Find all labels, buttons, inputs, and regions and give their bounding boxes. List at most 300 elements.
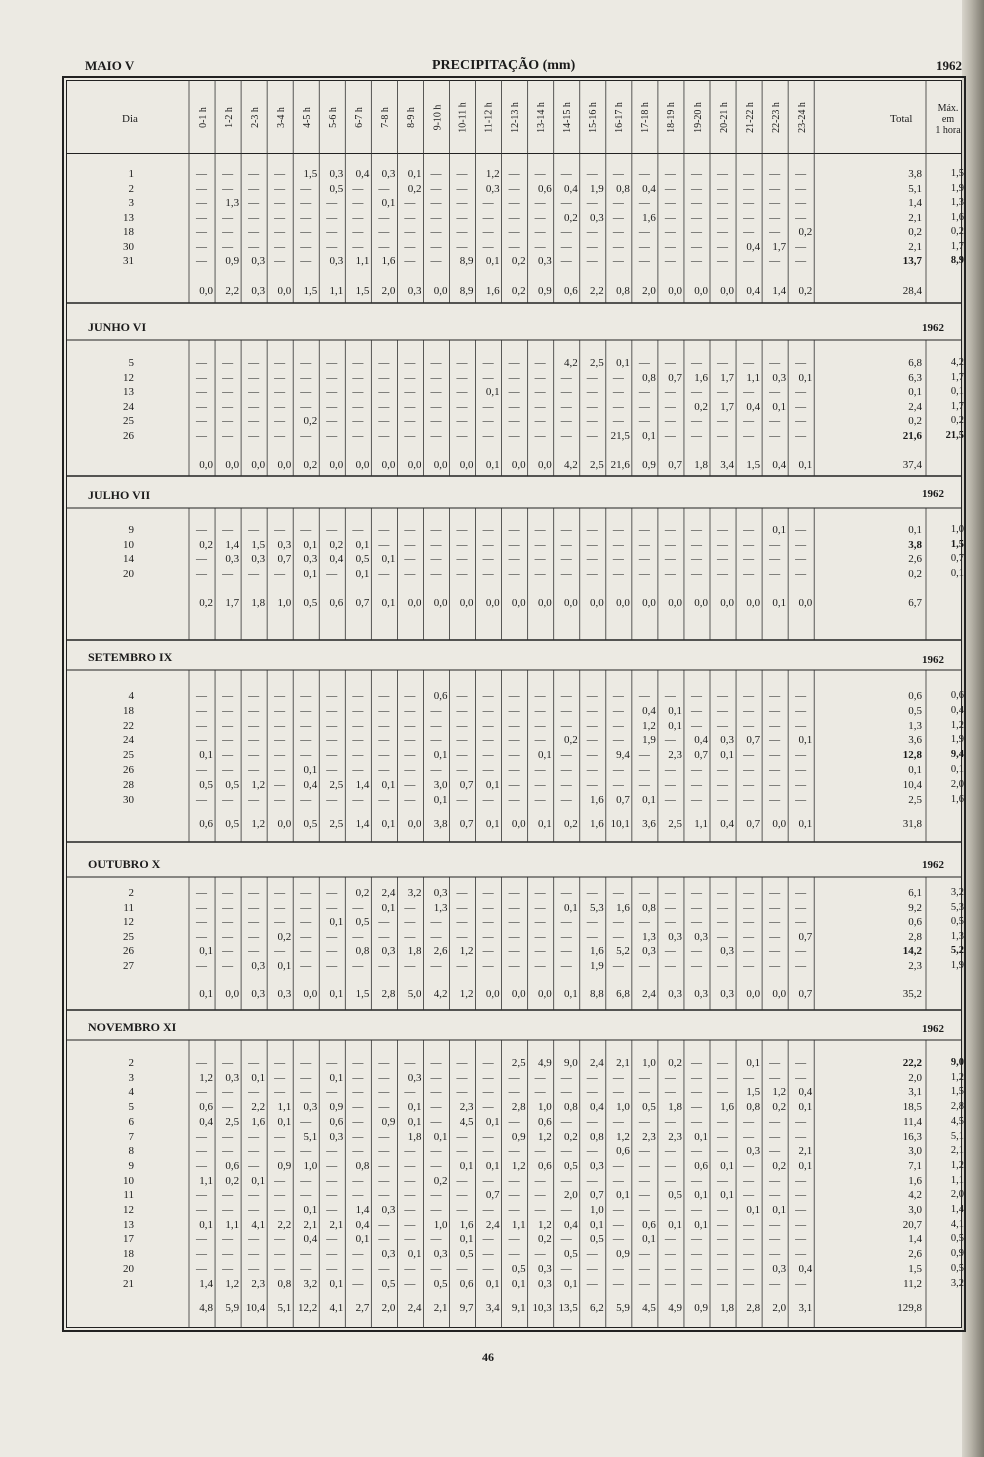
hour-cell: — — [300, 1057, 312, 1069]
hour-cell: — — [743, 357, 755, 369]
hour-cell: — — [795, 211, 807, 224]
max-hour-cell: 0,1 — [950, 764, 964, 775]
hour-cell: — — [508, 704, 520, 717]
hour-cell: 0,1 — [381, 818, 396, 830]
hour-cell: — — [482, 429, 494, 442]
hour-cell: 0,0 — [772, 818, 787, 830]
hour-cell: 1,1 — [277, 1101, 292, 1114]
hour-cell: — — [560, 415, 572, 427]
hour-cell: 2,5 — [225, 1115, 240, 1128]
hour-cell: — — [743, 916, 755, 929]
hour-cell: — — [248, 1204, 260, 1216]
hour-cell: — — [404, 749, 416, 762]
hour-cell: — — [248, 1145, 260, 1158]
hour-cell: — — [664, 778, 676, 791]
total-cell: 0,2 — [908, 226, 922, 238]
section-year: 1962 — [922, 1023, 944, 1035]
hour-cell: 1,5 — [746, 1086, 761, 1099]
hour-cell: — — [352, 182, 364, 195]
hour-cell: — — [690, 553, 702, 565]
hour-cell: — — [560, 429, 572, 442]
hour-cell: — — [743, 553, 755, 565]
hour-cell: 5,3 — [590, 901, 604, 914]
hour-cell: 10,1 — [610, 818, 630, 830]
hour-cell: — — [795, 1204, 807, 1216]
hour-cell: — — [196, 524, 208, 536]
hour-cell: — — [638, 357, 650, 369]
column-header-hour-label: 20-21 h — [718, 101, 730, 133]
hour-cell: — — [560, 1115, 572, 1128]
column-header-hour — [633, 82, 659, 152]
table-row — [0, 1116, 984, 1129]
column-header-hour — [529, 82, 555, 152]
hour-cell: — — [717, 1115, 729, 1128]
hour-cell: 0,1 — [329, 988, 344, 1000]
hour-cell: — — [274, 168, 286, 180]
table-row — [0, 401, 984, 414]
hour-cell: 1,2 — [199, 1071, 214, 1084]
hour-cell: — — [612, 197, 624, 209]
hour-cell: — — [248, 386, 260, 398]
hour-cell: — — [326, 386, 338, 398]
hour-cell: — — [352, 1145, 364, 1158]
hour-cell: 0,3 — [694, 930, 708, 943]
hour-cell: 1,7 — [720, 371, 735, 384]
max-hour-cell: 4,5 — [950, 1115, 964, 1127]
hour-cell: 0,3 — [225, 1071, 240, 1084]
max-hour-cell: 1,7 — [950, 371, 964, 383]
hour-cell: — — [690, 887, 702, 899]
total-cell: 129,8 — [897, 1302, 922, 1314]
hour-cell: — — [560, 386, 572, 398]
hour-cell: — — [274, 1189, 286, 1202]
hour-cell: — — [743, 1071, 755, 1084]
column-header-hour-label: 23-24 h — [796, 101, 808, 133]
table-row — [0, 1145, 984, 1158]
hour-cell: — — [248, 1262, 260, 1275]
max-hour-cell: 1,4 — [950, 1204, 964, 1215]
hour-cell: — — [378, 960, 390, 972]
hour-cell: 0,1 — [798, 1159, 813, 1172]
hour-cell: — — [482, 1233, 494, 1246]
hour-cell: — — [274, 182, 286, 195]
hour-cell: — — [717, 1248, 729, 1261]
hour-cell: — — [690, 386, 702, 398]
hour-cell: — — [300, 1174, 312, 1187]
hour-cell: — — [743, 1262, 755, 1275]
max-hour-cell: 2,0 — [950, 778, 964, 790]
hour-cell: 1,6 — [590, 945, 604, 958]
hour-cell: 2,2 — [225, 285, 240, 297]
hour-cell: 2,1 — [616, 1057, 630, 1069]
hour-cell: — — [664, 960, 676, 972]
hour-cell: — — [378, 1130, 390, 1143]
hour-cell: 1,9 — [642, 734, 656, 747]
hour-cell: — — [300, 1262, 312, 1275]
hour-cell: 0,9 — [511, 1130, 526, 1143]
hour-cell: — — [717, 1233, 729, 1246]
hour-cell: 3,2 — [407, 887, 422, 899]
hour-cell: — — [690, 945, 702, 958]
hour-cell: 0,1 — [563, 988, 578, 1000]
hour-cell: — — [482, 1174, 494, 1187]
hour-cell: — — [248, 240, 260, 253]
max-hour-cell: 2,8 — [950, 1101, 964, 1113]
hour-cell: 0,3 — [329, 1130, 344, 1143]
hour-cell: — — [196, 887, 208, 899]
hour-cell: — — [404, 429, 416, 442]
column-header-hour — [242, 82, 268, 152]
day-cell: 20 — [123, 1262, 134, 1275]
hour-cell: — — [717, 226, 729, 238]
hour-cell: — — [769, 197, 781, 209]
hour-cell: 2,5 — [329, 778, 344, 791]
hour-cell: — — [638, 916, 650, 929]
day-cell: 2 — [128, 887, 134, 899]
hour-cell: — — [638, 1159, 650, 1172]
hour-cell: — — [612, 887, 624, 899]
hour-cell: — — [795, 793, 807, 806]
hour-cell: — — [456, 240, 468, 253]
day-cell: 30 — [123, 793, 134, 806]
hour-cell: — — [690, 524, 702, 536]
hour-cell: 1,5 — [251, 538, 266, 551]
hour-cell: — — [508, 182, 520, 195]
hour-cell: — — [664, 197, 676, 209]
hour-cell: — — [664, 1277, 676, 1290]
hour-cell: — — [248, 734, 260, 747]
hour-cell: 0,2 — [511, 255, 526, 267]
hour-cell: — — [430, 1159, 442, 1172]
hour-cell: — — [404, 1218, 416, 1231]
hour-cell: — — [326, 719, 338, 732]
hour-cell: 4,5 — [459, 1115, 474, 1128]
hour-cell: — — [196, 901, 208, 914]
hour-cell: — — [769, 1057, 781, 1069]
hour-cell: — — [326, 1189, 338, 1202]
hour-cell: — — [717, 538, 729, 551]
hour-cell: — — [795, 1057, 807, 1069]
hour-cell: 0,2 — [537, 1233, 552, 1246]
hour-cell: — — [482, 704, 494, 717]
hour-cell: — — [795, 553, 807, 565]
day-cell: 1 — [128, 168, 134, 180]
hour-cell: 0,1 — [563, 901, 578, 914]
hour-cell: 8,9 — [459, 285, 474, 297]
total-cell: 2,3 — [908, 960, 922, 972]
hour-cell: — — [534, 1174, 546, 1187]
hour-cell: 1,1 — [329, 285, 344, 297]
hour-cell: — — [690, 1204, 702, 1216]
hour-cell: — — [196, 168, 208, 180]
hour-cell: — — [769, 182, 781, 195]
hour-cell: 0,1 — [485, 818, 500, 830]
hour-cell: 4,2 — [433, 988, 448, 1000]
hour-cell: 0,0 — [433, 597, 448, 609]
hour-cell: 1,6 — [459, 1218, 474, 1231]
hour-cell: — — [222, 945, 234, 958]
hour-cell: — — [560, 371, 572, 384]
hour-cell: — — [638, 567, 650, 580]
hour-cell: — — [404, 1189, 416, 1202]
hour-cell: 0,3 — [381, 1204, 396, 1216]
hour-cell: 4,9 — [668, 1302, 682, 1314]
hour-cell: 0,1 — [407, 168, 422, 180]
hour-cell: — — [638, 1145, 650, 1158]
hour-cell: 0,4 — [563, 182, 578, 195]
hour-cell: — — [664, 690, 676, 702]
hour-cell: — — [430, 567, 442, 580]
hour-cell: — — [638, 1189, 650, 1202]
hour-cell: — — [508, 567, 520, 580]
hour-cell: — — [326, 400, 338, 413]
hour-cell: — — [612, 930, 624, 943]
hour-cell: — — [508, 1145, 520, 1158]
max-hour-cell: 1,2 — [950, 1159, 964, 1171]
hour-cell: — — [222, 168, 234, 180]
hour-cell: — — [196, 1262, 208, 1275]
hour-cell: — — [274, 749, 286, 762]
hour-cell: — — [612, 960, 624, 972]
max-hour-cell: 8,9 — [950, 255, 964, 266]
hour-cell: — — [482, 415, 494, 427]
hour-cell: — — [586, 1248, 598, 1261]
total-cell: 11,4 — [903, 1115, 922, 1128]
hour-cell: — — [352, 1071, 364, 1084]
hour-cell: — — [560, 567, 572, 580]
hour-cell: — — [352, 793, 364, 806]
hour-cell: — — [430, 415, 442, 427]
day-cell: 11 — [123, 901, 134, 914]
hour-cell: — — [274, 778, 286, 791]
hour-cell: — — [430, 1189, 442, 1202]
hour-cell: 0,3 — [277, 538, 292, 551]
hour-cell: 0,3 — [537, 1277, 552, 1290]
total-cell: 0,1 — [908, 386, 922, 398]
hour-cell: — — [300, 226, 312, 238]
hour-cell: — — [664, 182, 676, 195]
hour-cell: — — [795, 901, 807, 914]
total-cell: 0,6 — [908, 916, 922, 929]
hour-cell: 1,1 — [694, 818, 708, 830]
hour-cell: — — [222, 1086, 234, 1099]
hour-cell: — — [248, 764, 260, 776]
hour-cell: — — [795, 1218, 807, 1231]
day-cell: 7 — [128, 1130, 134, 1143]
hour-cell: 9,1 — [511, 1302, 526, 1314]
hour-cell: 0,3 — [251, 553, 266, 565]
hour-cell: — — [404, 1277, 416, 1290]
hour-cell: — — [508, 1115, 520, 1128]
hour-cell: — — [612, 1115, 624, 1128]
hour-cell: — — [769, 1130, 781, 1143]
hour-cell: — — [430, 429, 442, 442]
hour-cell: 1,6 — [381, 255, 396, 267]
year-label: 1962 — [936, 58, 962, 73]
hour-cell: — — [743, 690, 755, 702]
hour-cell: — — [482, 719, 494, 732]
hour-cell: — — [638, 764, 650, 776]
hour-cell: 4,2 — [563, 357, 578, 369]
max-hour-cell: 1,9 — [950, 960, 964, 971]
hour-cell: — — [769, 1071, 781, 1084]
hour-cell: 0,0 — [511, 597, 526, 609]
hour-cell: — — [664, 538, 676, 551]
hour-cell: — — [222, 226, 234, 238]
table-row — [0, 1057, 984, 1070]
hour-cell: 0,6 — [225, 1159, 240, 1172]
hour-cell: — — [378, 386, 390, 398]
hour-cell: — — [560, 1233, 572, 1246]
hour-cell: 0,3 — [407, 285, 422, 297]
hour-cell: 0,4 — [694, 734, 708, 747]
hour-cell: — — [352, 400, 364, 413]
hour-cell: — — [534, 371, 546, 384]
hour-cell: — — [222, 1262, 234, 1275]
hour-cell: 0,3 — [225, 553, 240, 565]
hour-cell: 0,8 — [642, 901, 656, 914]
hour-cell: 5,0 — [407, 988, 422, 1000]
total-cell: 0,2 — [908, 415, 922, 427]
hour-cell: — — [222, 704, 234, 717]
hour-cell: 0,2 — [225, 1174, 240, 1187]
sum-row — [0, 818, 984, 831]
hour-cell: — — [326, 1174, 338, 1187]
hour-cell: — — [456, 960, 468, 972]
hour-cell: 0,1 — [642, 429, 656, 442]
hour-cell: — — [638, 524, 650, 536]
hour-cell: — — [404, 719, 416, 732]
hour-cell: 0,1 — [798, 459, 813, 471]
hour-cell: 0,2 — [433, 1174, 448, 1187]
hour-cell: — — [274, 415, 286, 427]
hour-cell: — — [300, 240, 312, 253]
hour-cell: — — [612, 567, 624, 580]
hour-cell: — — [534, 930, 546, 943]
hour-cell: — — [717, 690, 729, 702]
hour-cell: — — [430, 1233, 442, 1246]
hour-cell: — — [560, 168, 572, 180]
total-cell: 2,6 — [908, 553, 922, 565]
hour-cell: — — [508, 1233, 520, 1246]
hour-cell: 8,8 — [590, 988, 604, 1000]
table-row — [0, 1086, 984, 1099]
hour-cell: — — [560, 1071, 572, 1084]
hour-cell: — — [795, 1277, 807, 1290]
hour-cell: — — [534, 1189, 546, 1202]
hour-cell: 0,6 — [642, 1218, 656, 1231]
hour-cell: — — [456, 524, 468, 536]
hour-cell: 0,1 — [303, 567, 318, 580]
hour-cell: 0,1 — [433, 1130, 448, 1143]
hour-cell: 0,2 — [277, 930, 292, 943]
hour-cell: — — [534, 901, 546, 914]
hour-cell: 2,3 — [459, 1101, 474, 1114]
hour-cell: 0,1 — [355, 567, 370, 580]
hour-cell: 2,4 — [590, 1057, 604, 1069]
hour-cell: — — [326, 1233, 338, 1246]
hour-cell: — — [378, 719, 390, 732]
hour-cell: 0,0 — [511, 459, 526, 471]
hour-cell: — — [717, 793, 729, 806]
total-cell: 2,8 — [908, 930, 922, 943]
hour-cell: 0,3 — [642, 945, 656, 958]
hour-cell: 0,1 — [772, 1204, 787, 1216]
hour-cell: — — [743, 1277, 755, 1290]
table-row — [0, 1160, 984, 1173]
table-row — [0, 1175, 984, 1188]
total-cell: 3,1 — [908, 1086, 922, 1099]
hour-cell: — — [508, 415, 520, 427]
hour-cell: — — [769, 538, 781, 551]
hour-cell: — — [274, 386, 286, 398]
hour-cell: — — [769, 930, 781, 943]
hour-cell: — — [248, 226, 260, 238]
hour-cell: — — [430, 182, 442, 195]
hour-cell: 0,3 — [381, 168, 396, 180]
hour-cell: 0,1 — [720, 1159, 735, 1172]
hour-cell: — — [612, 255, 624, 267]
hour-cell: — — [638, 1204, 650, 1216]
hour-cell: — — [795, 538, 807, 551]
total-cell: 35,2 — [902, 988, 922, 1000]
hour-cell: 0,0 — [433, 285, 448, 297]
hour-cell: — — [795, 1248, 807, 1261]
hour-cell: — — [196, 916, 208, 929]
hour-cell: 0,8 — [277, 1277, 292, 1290]
max-hour-cell: 1,5 — [950, 168, 964, 179]
hour-cell: — — [456, 1057, 468, 1069]
hour-cell: 0,1 — [616, 357, 630, 369]
hour-cell: 0,1 — [537, 749, 552, 762]
hour-cell: 0,5 — [668, 1189, 682, 1202]
hour-cell: — — [404, 1174, 416, 1187]
hour-cell: 0,1 — [485, 1115, 500, 1128]
hour-cell: — — [456, 764, 468, 776]
hour-cell: 0,1 — [485, 778, 500, 791]
day-cell: 9 — [128, 524, 134, 536]
hour-cell: — — [482, 197, 494, 209]
hour-cell: — — [717, 1218, 729, 1231]
hour-cell: — — [690, 1248, 702, 1261]
section-year: 1962 — [922, 488, 944, 500]
hour-cell: — — [404, 371, 416, 384]
hour-cell: 0,7 — [459, 818, 474, 830]
hour-cell: 0,0 — [642, 597, 656, 609]
day-cell: 5 — [128, 1101, 134, 1114]
hour-cell: — — [638, 240, 650, 253]
hour-cell: — — [690, 1145, 702, 1158]
hour-cell: — — [534, 1071, 546, 1084]
hour-cell: — — [456, 734, 468, 747]
hour-cell: 0,8 — [355, 945, 370, 958]
hour-cell: — — [612, 211, 624, 224]
hour-cell: 0,3 — [590, 211, 604, 224]
hour-cell: — — [430, 960, 442, 972]
hour-cell: — — [743, 1218, 755, 1231]
hour-cell: — — [690, 429, 702, 442]
hour-cell: — — [404, 1159, 416, 1172]
hour-cell: 1,0 — [616, 1101, 630, 1114]
hour-cell: 1,6 — [642, 211, 656, 224]
hour-cell: 0,3 — [537, 255, 552, 267]
total-cell: 20,7 — [902, 1218, 922, 1231]
hour-cell: 0,4 — [746, 400, 761, 413]
hour-cell: — — [248, 168, 260, 180]
hour-cell: — — [664, 1174, 676, 1187]
day-cell: 25 — [123, 749, 134, 762]
hour-cell: 1,6 — [251, 1115, 266, 1128]
